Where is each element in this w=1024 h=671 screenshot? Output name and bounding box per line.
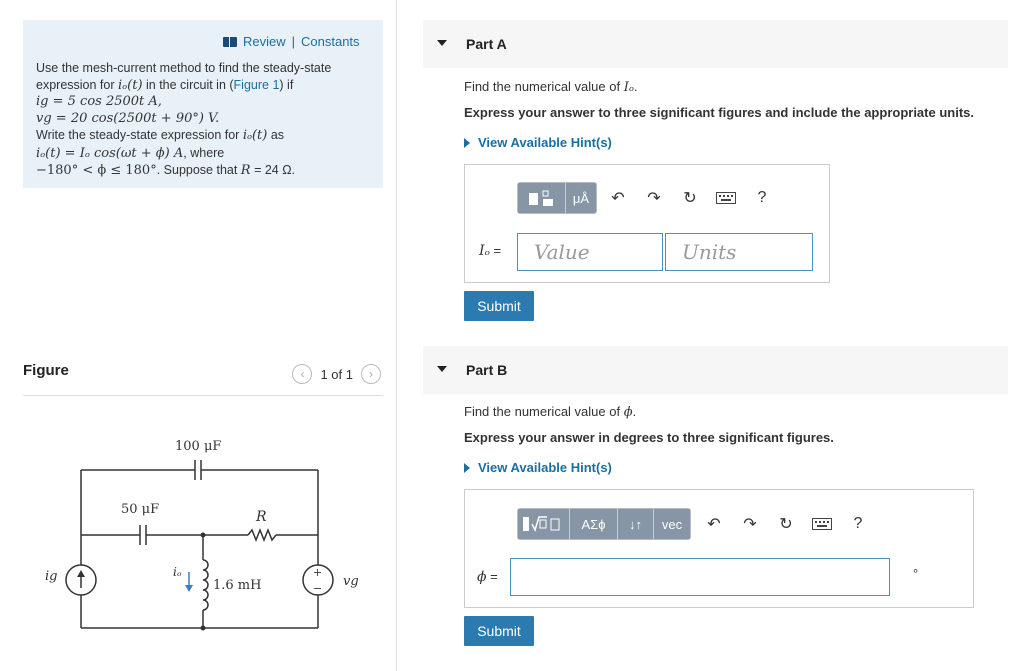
label-c1: 100 μF (175, 439, 222, 454)
text-fragment: in the circuit in ( (142, 77, 234, 92)
part-a-hint-link[interactable] (464, 135, 612, 150)
hint-label: View Available Hint(s) (478, 460, 612, 475)
problem-line-1: Use the mesh-current method to find the steady-state (36, 61, 332, 75)
text-fragment: , where (183, 145, 225, 160)
hint-label: View Available Hint(s) (478, 135, 612, 150)
figure-header (23, 360, 383, 396)
circuit-diagram (23, 420, 383, 650)
text-fragment: expression for (36, 77, 118, 92)
caret-right-icon (464, 463, 470, 473)
text-fragment: . (633, 79, 638, 94)
problem-statement (23, 20, 383, 188)
math-Io: Iₒ (623, 80, 634, 95)
part-a-title: Part A (466, 36, 507, 52)
math-ig: ig = 5 cos 2500t A, (36, 94, 162, 109)
vec-button[interactable]: vec (654, 509, 690, 539)
text-fragment: as (267, 128, 285, 142)
label-l: 1.6 mH (213, 578, 262, 593)
problem-line-7 (36, 162, 376, 180)
text-fragment: Write the steady-state expression for (36, 128, 243, 142)
chevron-left-icon[interactable]: ‹ (292, 364, 312, 384)
reset-icon[interactable]: ↻ (779, 516, 793, 533)
collapse-triangle-icon[interactable] (437, 366, 447, 372)
undo-icon[interactable]: ↶ (611, 190, 625, 207)
label-ig: ig (45, 569, 58, 584)
constants-link[interactable]: Constants (301, 34, 360, 49)
part-a-question (464, 79, 637, 95)
redo-icon[interactable]: ↷ (743, 516, 757, 533)
math-buttons (517, 182, 597, 214)
help-icon[interactable]: ? (757, 189, 767, 206)
unit-button[interactable]: μÅ (566, 183, 596, 213)
part-b-submit-button[interactable]: Submit (464, 616, 534, 646)
part-b-answer-box (464, 489, 974, 608)
part-a-answer-box (464, 164, 830, 283)
part-b-toolbar (517, 508, 873, 540)
part-a-toolbar (517, 182, 777, 214)
part-a-header[interactable] (423, 20, 1008, 68)
equals-sign: = (486, 569, 498, 584)
math-buttons (517, 508, 691, 540)
greek-button[interactable]: ΑΣϕ (570, 509, 618, 539)
part-b-answer-label (477, 569, 498, 585)
label-c2: 50 μF (121, 502, 160, 517)
equals-sign: = (489, 243, 502, 258)
review-constants-bar (223, 34, 360, 49)
units-input[interactable]: Units (665, 233, 813, 271)
part-a-answer-label (479, 243, 501, 259)
figure-link[interactable]: Figure 1 (233, 77, 280, 92)
collapse-triangle-icon[interactable] (437, 40, 447, 46)
arrow-head (77, 570, 85, 577)
problem-line-2 (36, 77, 376, 95)
keyboard-icon[interactable] (711, 183, 741, 213)
arrows-button[interactable]: ↓↑ (618, 509, 654, 539)
node-dot (201, 533, 206, 538)
problem-text (36, 60, 376, 180)
part-a-instruction: Express your answer to three significant figures and include the appropriate units. (464, 105, 974, 120)
help-icon[interactable]: ? (853, 515, 863, 532)
right-panel (423, 0, 1008, 671)
reset-icon[interactable]: ↻ (683, 190, 697, 207)
math-Io: Iₒ (479, 243, 490, 259)
undo-icon[interactable]: ↶ (707, 516, 721, 533)
text-fragment: = 24 Ω. (250, 163, 296, 177)
text-fragment: . (632, 404, 637, 419)
review-icon[interactable] (223, 37, 237, 47)
label-plus: + (313, 566, 323, 579)
math-phi: ϕ (477, 569, 487, 585)
io-arrow-head (185, 585, 193, 592)
label-io: iₒ (173, 565, 182, 579)
label-r: R (256, 509, 267, 525)
template-icon[interactable] (518, 183, 566, 213)
figure-nav (292, 364, 381, 384)
label-minus: − (313, 582, 323, 595)
math-io: iₒ(t) (242, 128, 268, 143)
math-vg: vg = 20 cos(2500t + 90°) V. (36, 110, 220, 126)
phi-input[interactable] (510, 558, 890, 596)
caret-right-icon (464, 138, 470, 148)
math-r: R (240, 163, 251, 178)
fraction-sqrt-icon[interactable] (518, 509, 570, 539)
part-b-title: Part B (466, 362, 508, 378)
figure-title: Figure (23, 362, 69, 379)
math-phi: ϕ (623, 405, 633, 420)
keyboard-icon[interactable] (807, 509, 837, 539)
node-dot (201, 626, 206, 631)
problem-line-5 (36, 127, 376, 145)
text-fragment: ) if (279, 77, 294, 92)
math-range: −180° < ϕ ≤ 180° (36, 163, 157, 178)
label-vg: vg (343, 574, 359, 589)
text-fragment: Find the numerical value of (464, 404, 624, 419)
page-indicator: 1 of 1 (320, 366, 353, 382)
resistor (248, 530, 276, 540)
chevron-right-icon[interactable]: › (361, 364, 381, 384)
part-b-instruction: Express your answer in degrees to three significant figures. (464, 430, 834, 445)
inductor (203, 560, 208, 610)
review-link[interactable]: Review (243, 34, 286, 49)
left-panel (0, 0, 397, 671)
text-fragment: . Suppose that (156, 163, 241, 177)
text-fragment: Find the numerical value of (464, 79, 624, 94)
part-a-submit-button[interactable]: Submit (464, 291, 534, 321)
part-b-hint-link[interactable] (464, 460, 612, 475)
separator: | (291, 34, 296, 49)
degree-unit: ° (913, 566, 919, 581)
part-b-header[interactable] (423, 346, 1008, 394)
math-io: iₒ(t) (117, 77, 143, 93)
value-input[interactable]: Value (517, 233, 663, 271)
math-form: iₒ(t) = Iₒ cos(ωt + ϕ) A (36, 145, 184, 161)
redo-icon[interactable]: ↷ (647, 190, 661, 207)
part-b-question (464, 404, 636, 420)
problem-line-6 (36, 145, 376, 163)
